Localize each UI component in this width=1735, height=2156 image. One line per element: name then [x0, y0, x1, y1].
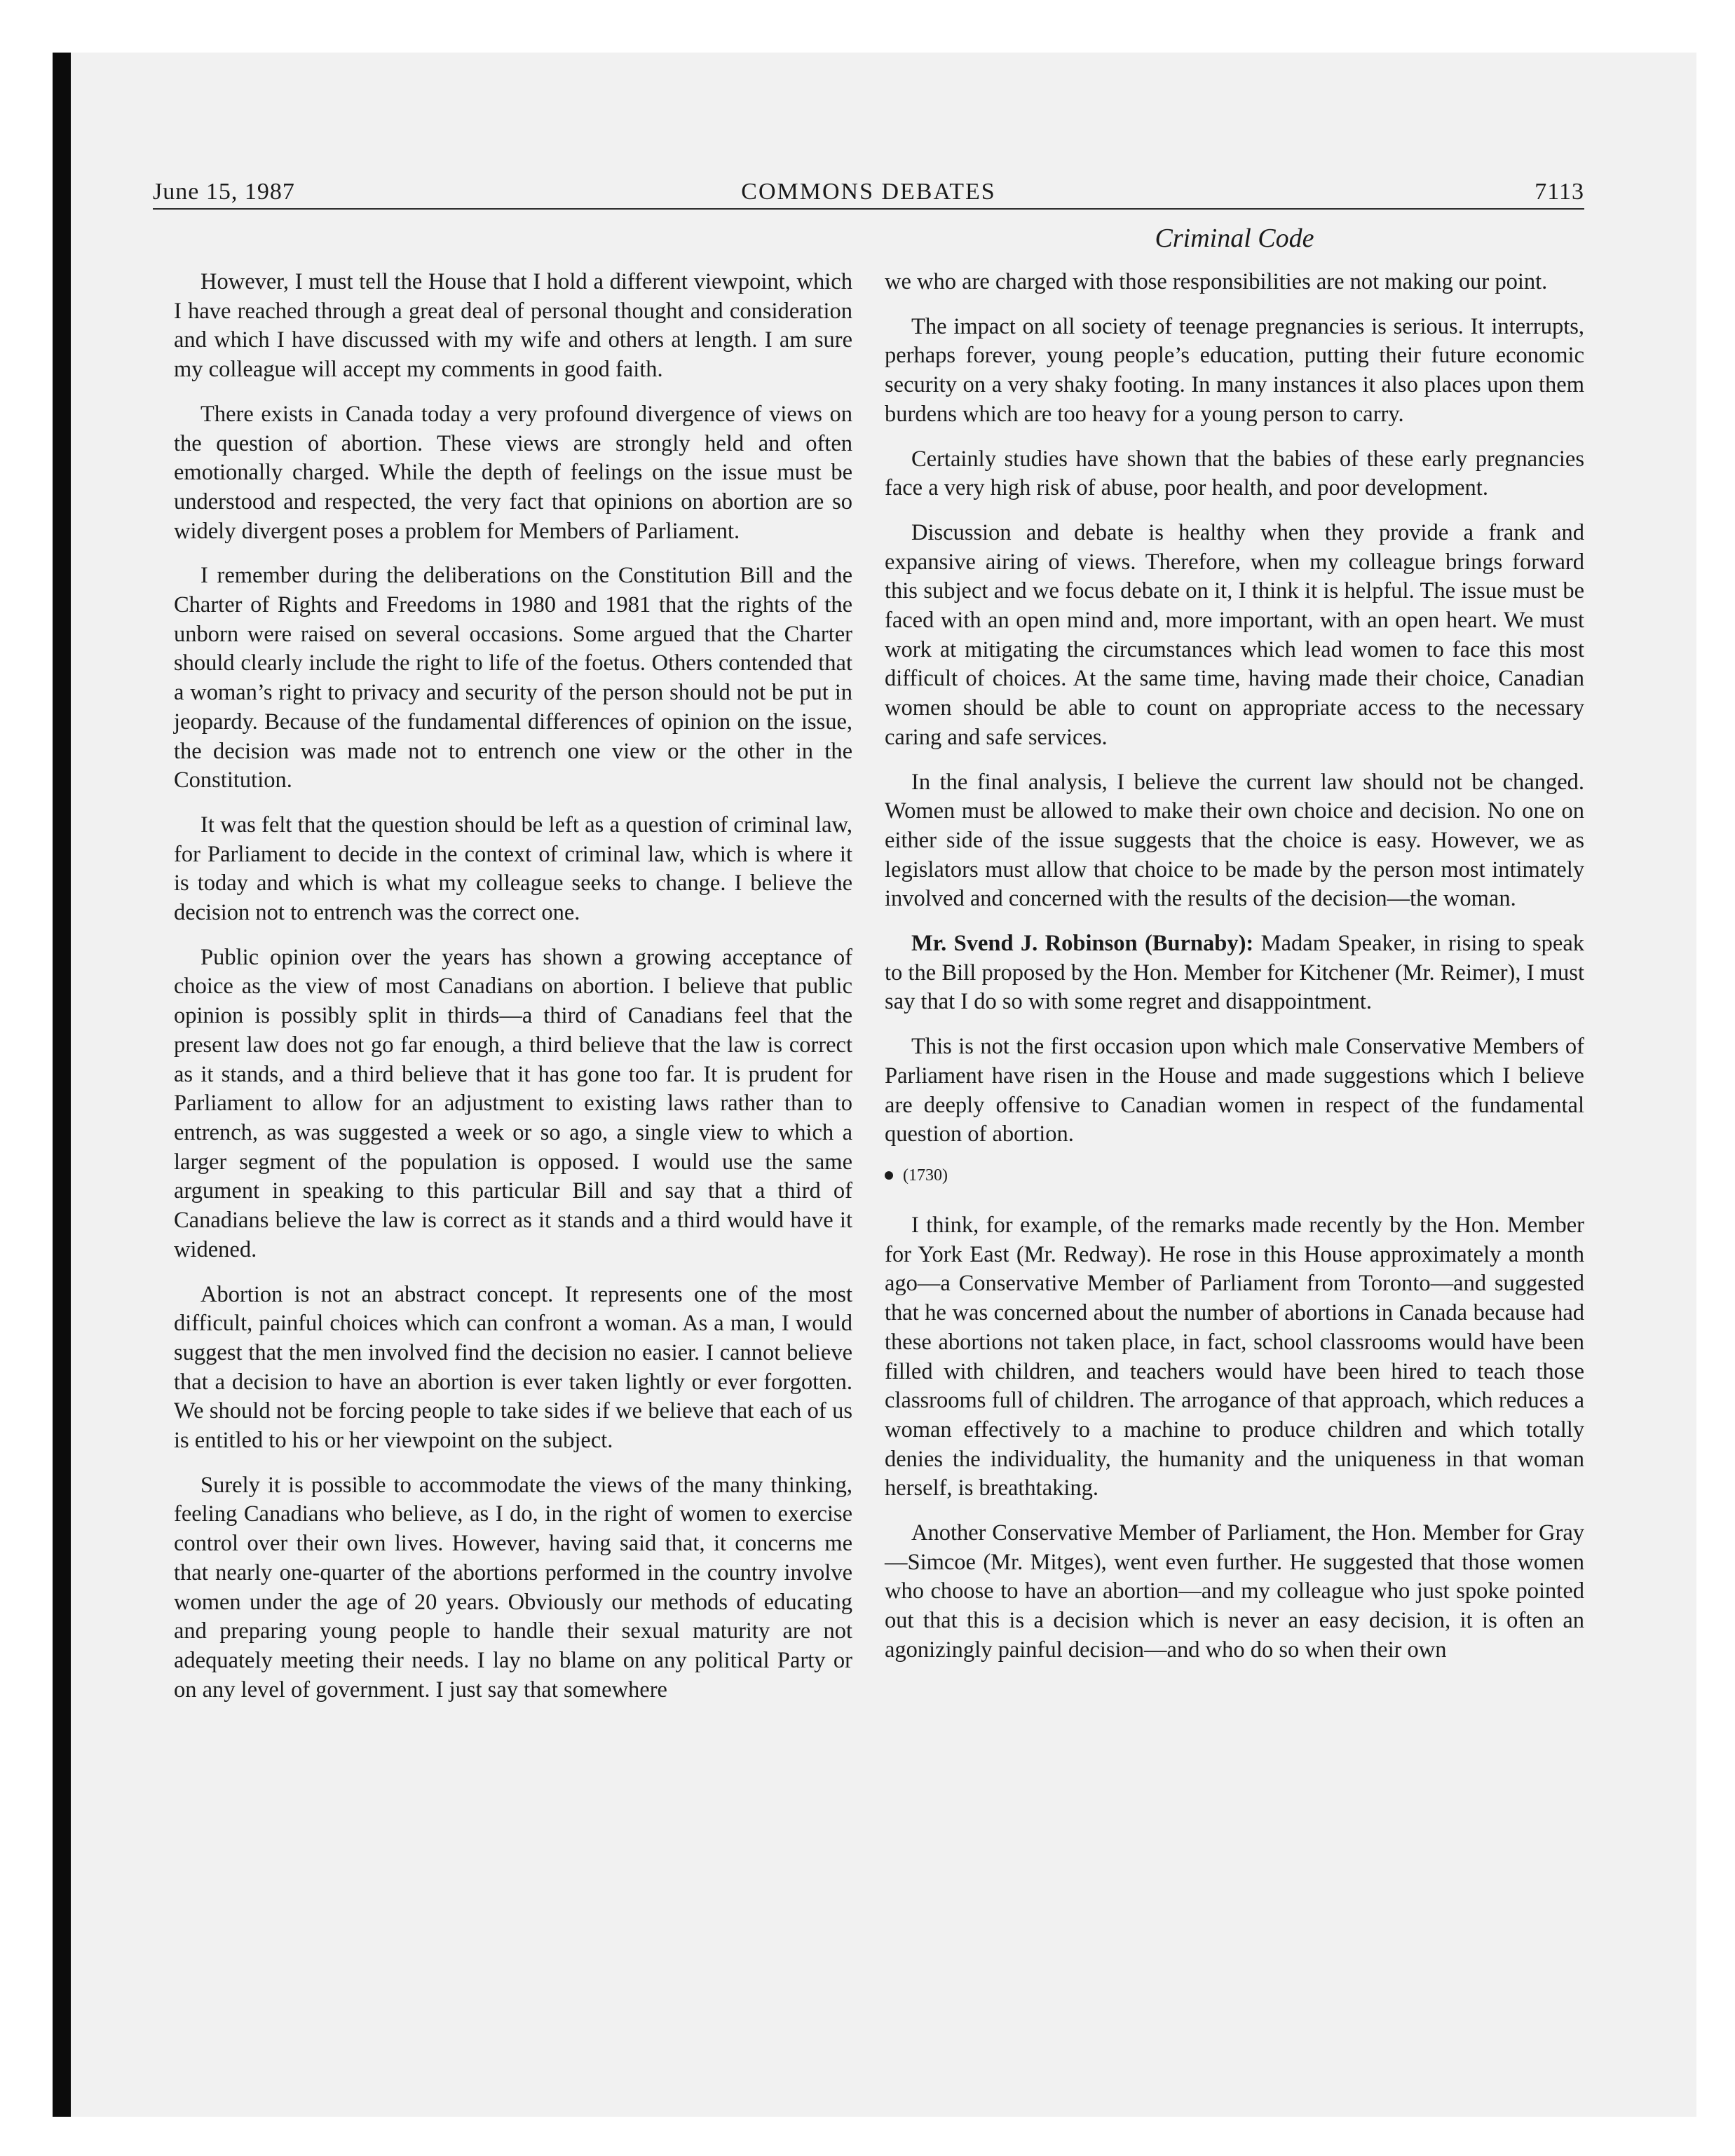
page-header [153, 172, 1584, 210]
left-paragraph: Abortion is not an abstract concept. It represents one of the most difficult, painful choices which can confront a woman. As a man, I would suggest that the men involved find the decision no easier. I cannot believe that a decision to have an abortion is ever taken lightly or ever forgotten. We should not be forcing people to take sides if we believe that each of us is entitled to his or her viewpoint on the subject. [174, 1281, 852, 1454]
left-paragraph: Public opinion over the years has shown a growing acceptance of choice as the view of most Canadians on abortion. I believe that public opinion is possibly split in thirds—a third of Canadians feel that the present law does not go far enough, a third believe that the law is correct as it stands, and a third believe that it has gone too far. It is prudent for Parliament to allow for an adjustment to existing laws rather than to entrench, as was suggested a week or so ago, a single view to which a larger segment of the population is opposed. I would use the same argument in speaking to this particular Bill and say that a third of Canadians believe the law is correct as it stands and a third would have it widened. [174, 944, 852, 1262]
speaker-paragraph [885, 929, 1584, 1017]
bullet-icon [885, 1171, 893, 1180]
section-title: Criminal Code [1155, 224, 1314, 253]
speaker-name: Mr. Svend J. Robinson (Burnaby): [911, 931, 1254, 957]
header-page-number: 7113 [1535, 179, 1584, 205]
timestamp-marker [885, 1165, 1584, 1186]
left-paragraph: Surely it is possible to accommodate the views of the many thinking, feeling Canadians who believe, as I do, in the right of women to exercise control over their own lives. However, having said that, it concerns me that nearly one-quarter of the abortions performed in the country involve women under the age of 20 years. Obviously our methods of educating and preparing young people to handle their sexual maturity are not adequately meeting their needs. I lay no blame on any political Party or on any level of government. I just say that somewhere [174, 1472, 852, 1703]
right-column [885, 268, 1584, 1681]
speaker-text: Madam Speaker, in rising to speak to the Bill proposed by the Hon. Member for Kitchener (Mr. Reimer), I must say that I do so with some regret and disappointment. [885, 931, 1585, 1015]
right-paragraph: Discussion and debate is healthy when they provide a frank and expansive airing of views. Therefore, when my colleague brings forward this subject and we focus debate on it, I think it is helpful. The issue must be faced with an open mind and, more important, with an open heart. We must work at mitigating the circumstances which lead women to face this most difficult of choices. At the same time, having made their choice, Canadian women should be able to count on appropriate access to the necessary caring and safe services. [885, 519, 1584, 750]
left-paragraph: There exists in Canada today a very profound divergence of views on the question of abortion. These views are strongly held and often emotionally charged. While the depth of feelings on the issue must be understood and respected, the very fact that opinions on abortion are so widely divergent poses a problem for Members of Parliament. [174, 401, 852, 544]
right-paragraph: Another Conservative Member of Parliament, the Hon. Member for Gray—Simcoe (Mr. Mitges), went even further. He suggested that those women who choose to have an abortion—and my colleague who just spoke pointed out that this is a decision which is never an easy decision, it is often an agonizingly painful decision—and who do so when their own [885, 1520, 1584, 1663]
right-paragraph: I think, for example, of the remarks made recently by the Hon. Member for York East (Mr. Redway). He rose in this House approximately a month ago—a Conservative Member of Parliament from Toronto—and suggested that he was concerned about the number of abortions in Canada because had these abortions not taken place, in fact, school classrooms would have been filled with children, and teachers would have been hired to teach those classrooms full of children. The arrogance of that approach, which reduces a woman effectively to a machine to produce children and which totally denies the individuality, the humanity and the uniqueness in that woman herself, is breathtaking. [885, 1212, 1584, 1501]
scan-binding-edge [53, 53, 71, 2117]
header-journal-title: COMMONS DEBATES [741, 179, 996, 205]
left-column [174, 268, 852, 1720]
header-date: June 15, 1987 [153, 179, 295, 205]
right-paragraph: The impact on all society of teenage pregnancies is serious. It interrupts, perhaps forever, young people’s education, putting their future economic security on a very shaky footing. In many instances it also places upon them burdens which are too heavy for a young person to carry. [885, 313, 1584, 427]
left-paragraph: However, I must tell the House that I hold a different viewpoint, which I have reached through a great deal of personal thought and consideration and which I have discussed with my wife and others at length. I am sure my colleague will accept my comments in good faith. [174, 269, 852, 383]
left-paragraph: I remember during the deliberations on the Constitution Bill and the Charter of Rights and Freedoms in 1980 and 1981 that the rights of the unborn were raised on several occasions. Some argued that the Charter should clearly include the right to life of the foetus. Others contended that a woman’s right to privacy and security of the person should not be put in jeopardy. Because of the fundamental differences of opinion on the issue, the decision was made not to entrench one view or the other in the Constitution. [174, 563, 852, 793]
right-paragraph: In the final analysis, I believe the current law should not be changed. Women must be allowed to make their own choice and decision. No one on either side of the issue suggests that the choice is easy. However, we as legislators must allow that choice to be made by the person most intimately involved and concerned with the results of the decision—the woman. [885, 769, 1584, 912]
right-continuation-paragraph: we who are charged with those responsibilities are not making our point. [885, 269, 1548, 294]
right-paragraph: Certainly studies have shown that the babies of these early pregnancies face a very high risk of abuse, poor health, and poor development. [885, 446, 1584, 501]
right-paragraph: This is not the first occasion upon which male Conservative Members of Parliament have risen in the House and made suggestions which I believe are deeply offensive to Canadian women in respect of the fundamental question of abortion. [885, 1034, 1584, 1147]
left-paragraph: It was felt that the question should be left as a question of criminal law, for Parliament to decide in the context of criminal law, which is where it is today and which is what my colleague seeks to change. I believe the decision not to entrench was the correct one. [174, 812, 852, 926]
timestamp-text: (1730) [903, 1166, 948, 1185]
